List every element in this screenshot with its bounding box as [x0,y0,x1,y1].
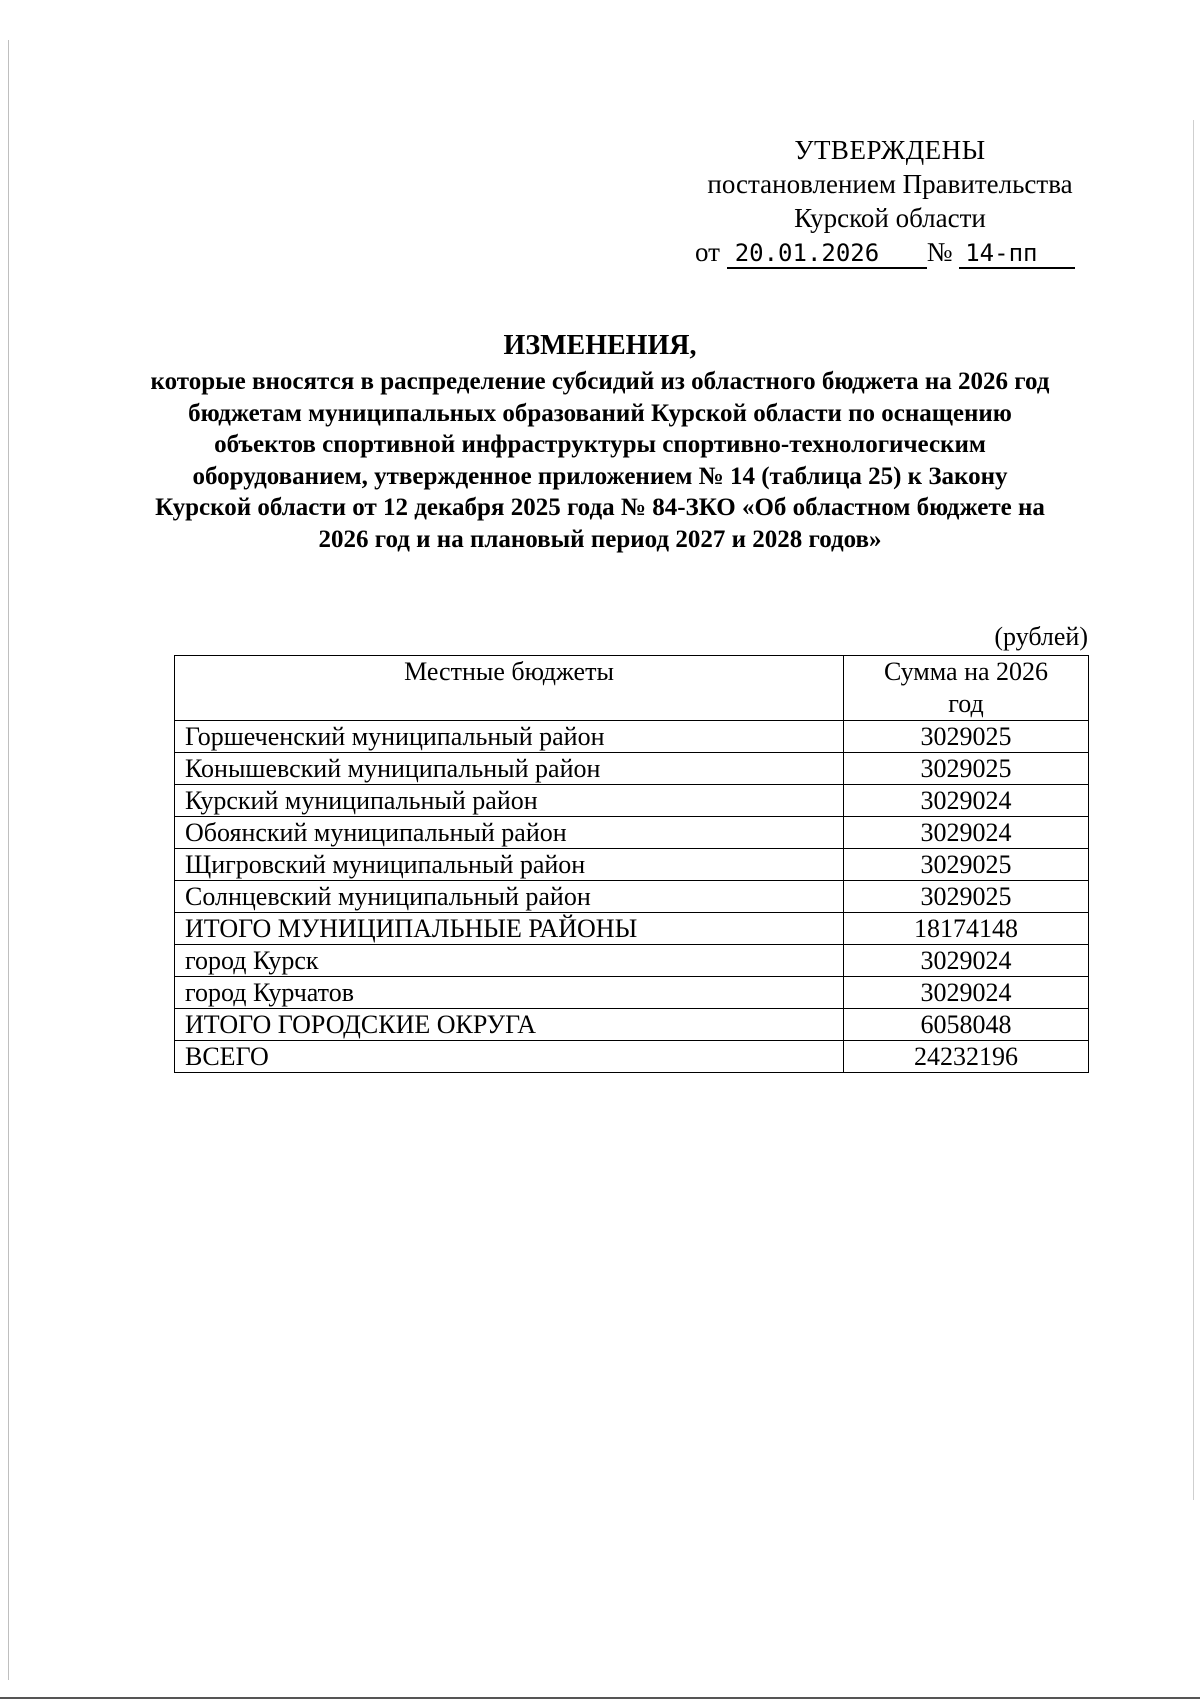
table-row [175,977,1089,1009]
row-sum: 3029024 [844,977,1089,1009]
row-sum: 6058048 [844,1009,1089,1041]
row-sum: 3029025 [844,753,1089,785]
heading-subtitle: которые вносятся в распределение субсидий из областного бюджета на 2026 год бюджетам муниципальных образований Курской области по оснащению объектов спортивной инфраструктуры спортивно-технологическим оборудованием, утвержденное приложением № 14 (таблица 25) к Закону Курской области от 12 декабря 2025 года № 84-ЗКО «Об областном бюджете на 2026 год и на плановый период 2027 и 2028 годов» [150,368,1050,553]
row-name: Щигровский муниципальный район [175,849,844,881]
scan-edge-right [1193,120,1194,1500]
row-name: Конышевский муниципальный район [175,753,844,785]
column-header-sum: Сумма на 2026 год [844,656,1089,721]
subsidy-table [174,655,1089,1073]
row-sum: 24232196 [844,1041,1089,1073]
table-row [175,849,1089,881]
table-row [175,785,1089,817]
table-row [175,881,1089,913]
row-sum: 3029025 [844,849,1089,881]
row-name: город Курчатов [175,977,844,1009]
units-label: (рублей) [994,622,1088,651]
row-name: город Курск [175,945,844,977]
approval-number-value: 14-пп [959,239,1075,269]
row-name: ИТОГО ГОРОДСКИЕ ОКРУГА [175,1009,844,1041]
approval-date-value: 20.01.2026 [727,239,927,269]
table-row-subtotal [175,1009,1089,1041]
row-name: ИТОГО МУНИЦИПАЛЬНЫЕ РАЙОНЫ [175,913,844,945]
document-heading [150,328,1050,555]
approval-title: УТВЕРЖДЕНЫ [794,135,986,165]
scan-edge-bottom [0,1697,1200,1699]
table-header-row [175,656,1089,721]
table-row-total [175,1041,1089,1073]
row-sum: 3029025 [844,881,1089,913]
row-sum: 3029024 [844,945,1089,977]
table-row [175,753,1089,785]
table-row [175,721,1089,753]
row-sum: 3029024 [844,785,1089,817]
date-prefix: от [695,237,720,267]
approval-line-3: Курской области [794,203,986,233]
row-sum: 18174148 [844,913,1089,945]
row-name: Горшеченский муниципальный район [175,721,844,753]
heading-title: ИЗМЕНЕНИЯ, [503,330,697,361]
approval-block [680,133,1100,269]
row-name: ВСЕГО [175,1041,844,1073]
table-row [175,945,1089,977]
row-name: Солнцевский муниципальный район [175,881,844,913]
row-name: Обоянский муниципальный район [175,817,844,849]
approval-date-line [680,235,1100,269]
row-sum: 3029025 [844,721,1089,753]
approval-line-2: постановлением Правительства [707,169,1073,199]
table-row [175,817,1089,849]
number-prefix: № [926,237,953,267]
row-sum: 3029024 [844,817,1089,849]
column-header-budgets: Местные бюджеты [175,656,844,721]
table-row-subtotal [175,913,1089,945]
scan-edge-left [8,40,9,1680]
row-name: Курский муниципальный район [175,785,844,817]
